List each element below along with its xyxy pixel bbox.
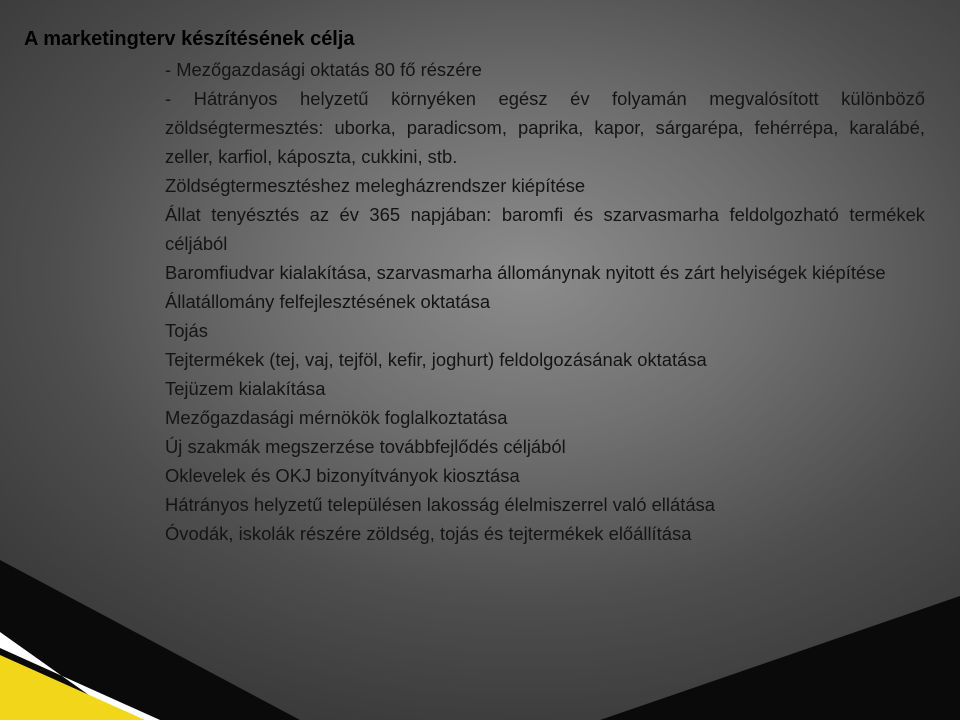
- body-item: Állatállomány felfejlesztésének oktatása: [165, 291, 491, 312]
- body-item: Hátrányos helyzetű településen lakosság élelmiszerrel való ellátása: [165, 494, 715, 515]
- body-item: Óvodák, iskolák részére zöldség, tojás és tejtermékek előállítása: [165, 523, 692, 544]
- body-item: Oklevelek és OKJ bizonyítványok kiosztása: [165, 465, 520, 486]
- body-item: Tojás: [165, 320, 208, 341]
- corner-right-black-wedge: [600, 596, 960, 720]
- slide-title: A marketingterv készítésének célja: [24, 28, 355, 50]
- body-item: - Mezőgazdasági oktatás 80 fő részére: [165, 59, 482, 80]
- body-item: Új szakmák megszerzése továbbfejlődés céljából: [165, 436, 566, 457]
- body-item: Tejtermékek (tej, vaj, tejföl, kefir, joghurt) feldolgozásának oktatása: [165, 349, 707, 370]
- slide-body: [165, 55, 925, 548]
- body-item: Mezőgazdasági mérnökök foglalkoztatása: [165, 407, 508, 428]
- body-item: Tejüzem kialakítása: [165, 378, 326, 399]
- body-item: - Hátrányos helyzetű környéken egész év folyamán megvalósított különböző zöldségtermesztés: uborka, paradicsom, paprika, kapor, sárgarépa, fehérrépa, karalábé, zeller, karfiol, káposzta, cukkini, stb.: [165, 88, 925, 167]
- body-item: Baromfiudvar kialakítása, szarvasmarha állománynak nyitott és zárt helyiségek kiépítése: [165, 262, 886, 283]
- body-item: Zöldségtermesztéshez melegházrendszer kiépítése: [165, 175, 586, 196]
- body-item: Állat tenyésztés az év 365 napjában: baromfi és szarvasmarha feldolgozható termékek céljából: [165, 204, 925, 254]
